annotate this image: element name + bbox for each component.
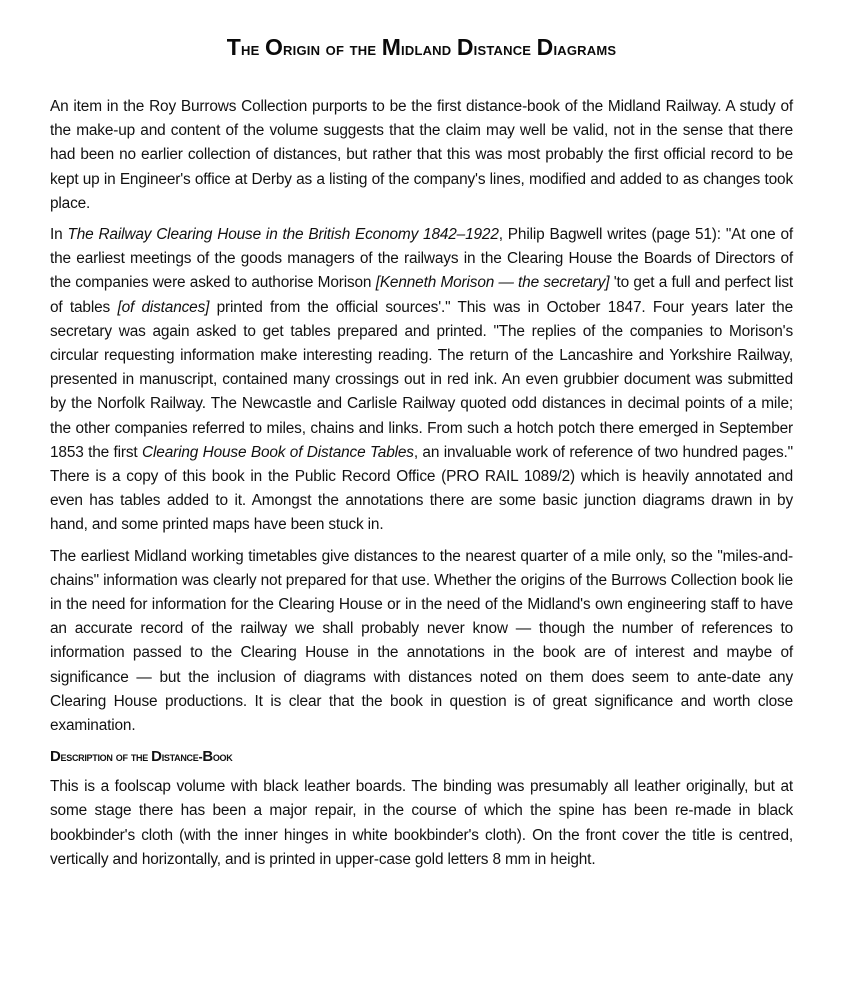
paragraph-bagwell-quote bbox=[50, 223, 793, 538]
editorial-insertion: [Kenneth Morison — the secretary] bbox=[375, 274, 610, 292]
book-title-citation: The Railway Clearing House in the British Economy 1842–1922 bbox=[67, 226, 499, 244]
text-segment: An item in the Roy Burrows Collection purports to be the first distance-book of the Midland Railway. A study of the make-up and content of the volume suggests that the claim may well be valid, not in the sense that there had been no earlier collection of distances, but rather that this was most probably the first official record to be kept up in Engineer's office at Derby as a listing of the company's lines, modified and added to as changes took place. bbox=[50, 98, 793, 212]
text-segment: , an invaluable work of reference of two hundred pages." There is a copy of this book in the Public Record Office (PRO RAIL 1089/2) which is heavily annotated and even has tables added to it. Amongst the annotations there are some basic junction diagrams drawn in by hand, and some printed maps have been stuck in. bbox=[50, 443, 793, 534]
editorial-insertion: [of distances] bbox=[117, 298, 210, 316]
text-segment: , Philip Bagwell writes (page 51): "At one of the earliest meetings of the goods managers of the railways in the Clearing House the Boards of Directors of the companies were asked to authorise Morison bbox=[50, 226, 793, 292]
text-segment: The earliest Midland working timetables give distances to the nearest quarter of a mile only, so the "miles-and-chains" information was clearly not prepared for that use. Whether the origins of the Burrows Collection book lie in the need for information for the Clearing House or in the need of the Midland's own engineering staff to have an accurate record of the railway we shall probably never know — though the number of references to information passed to the Clearing House in the annotations in the book are of interest and maybe of significance — but the inclusion of diagrams with distances noted on them does seem to ante-date any Clearing House productions. It is clear that the book in question is of great significance and worth close examination. bbox=[50, 547, 793, 735]
book-title-citation: Clearing House Book of Distance Tables bbox=[142, 443, 414, 461]
paragraph-timetables bbox=[50, 545, 793, 739]
text-segment: printed from the official sources'." This was in October 1847. Four years later the secretary was again asked to get tables prepared and printed. "The replies of the companies to Morison's circular requesting information make interesting reading. The return of the Lancashire and Yorkshire Railway, presented in manuscript, contained many crossings out in red ink. An even grubbier document was submitted by the Norfolk Railway. The Newcastle and Carlisle Railway quoted odd distances in decimal points of a mile; the other companies referred to miles, chains and links. From such a hotch potch there emerged in September 1853 the first bbox=[50, 298, 793, 461]
text-segment: In bbox=[50, 226, 68, 244]
text-segment: 'to get a full and perfect list of tables bbox=[50, 274, 794, 316]
section-subheading: Description of the Distance-Book bbox=[50, 748, 233, 766]
page-title: The Origin of the Midland Distance Diagrams bbox=[226, 34, 617, 60]
document-page bbox=[50, 0, 793, 872]
paragraph-description: This is a foolscap volume with black leather boards. The binding was presumably all leather originally, but at some stage there has been a major repair, in the course of which the spine has been re-made in black bookbinder's cloth (with the inner hinges in white bookbinder's cloth). On the front cover the title is centred, vertically and horizontally, and is printed in upper-case gold letters 8 mm in height. bbox=[50, 778, 793, 868]
paragraph-intro bbox=[50, 95, 793, 216]
